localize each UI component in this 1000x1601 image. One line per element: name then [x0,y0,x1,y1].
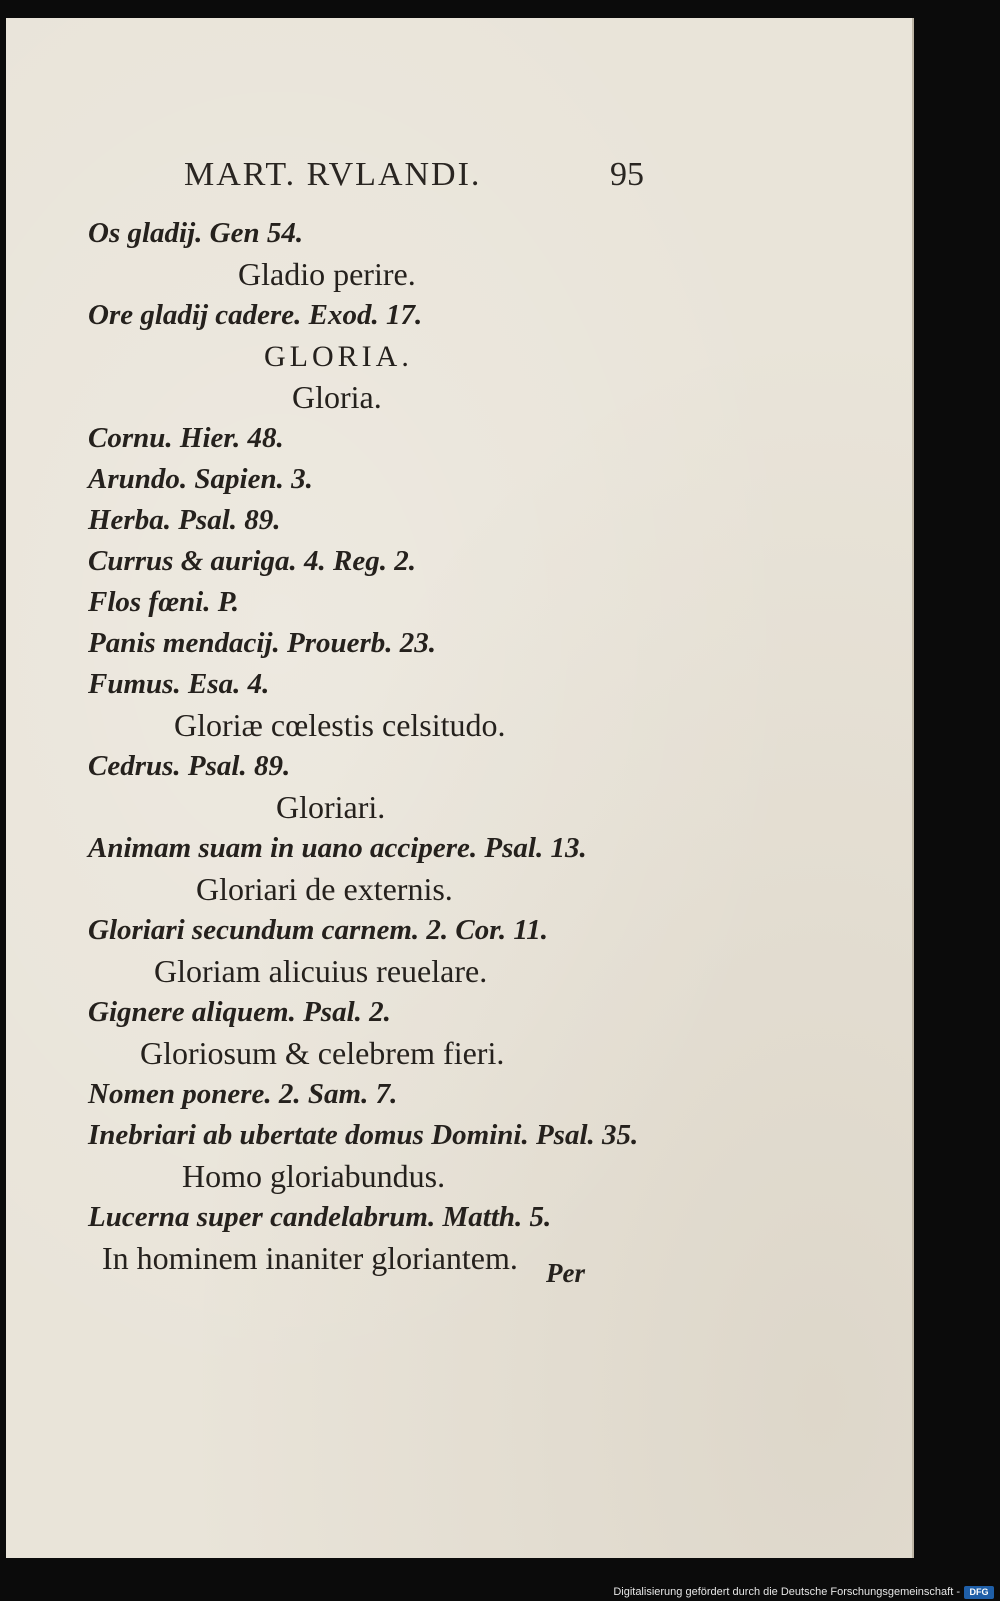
subject-heading: Gloriosum & celebrem fieri. [140,1035,505,1071]
reference-line: Cedrus. Psal. 89. [88,750,291,782]
subject-heading: Gladio perire. [238,256,416,292]
reference-line: Flos fœni. P. [88,586,239,618]
reference-line: Arundo. Sapien. 3. [88,463,313,495]
reference-line: Cornu. Hier. 48. [88,422,284,454]
funding-credit: Digitalisierung gefördert durch die Deutsche Forschungsgemeinschaft - [613,1586,960,1598]
footer-bar [0,1585,1000,1601]
subject-heading: Gloria. [292,379,382,415]
reference-line: Currus & auriga. 4. Reg. 2. [88,545,416,577]
page-number: 95 [610,156,644,193]
subject-heading: Gloriari. [276,789,386,825]
subject-heading: Gloriam alicuius reuelare. [154,953,488,989]
subject-heading: Gloriari de externis. [196,871,453,907]
reference-line: Os gladij. Gen 54. [88,217,304,249]
reference-line: Animam suam in uano accipere. Psal. 13. [88,832,587,864]
dfg-logo-text: DFG [969,1587,989,1597]
reference-line: Herba. Psal. 89. [88,504,281,536]
running-title: MART. RVLANDI. [184,156,482,193]
dfg-logo-icon [964,1586,994,1599]
reference-line: Gignere aliquem. Psal. 2. [88,996,391,1028]
section-heading: GLORIA. [264,340,413,373]
reference-line: Nomen ponere. 2. Sam. 7. [88,1078,398,1110]
reference-line: Gloriari secundum carnem. 2. Cor. 11. [88,914,549,946]
subject-heading: Gloriæ cœlestis celsitudo. [174,707,506,743]
reference-line: Panis mendacij. Prouerb. 23. [88,627,437,659]
subject-heading: Homo gloriabundus. [182,1158,446,1194]
subject-heading: In hominem inaniter gloriantem. [102,1240,518,1276]
page-header [184,156,644,200]
reference-line: Fumus. Esa. 4. [88,668,270,700]
reference-line: Ore gladij cadere. Exod. 17. [88,299,423,331]
book-page [6,18,914,1558]
reference-line: Lucerna super candelabrum. Matth. 5. [88,1201,552,1233]
catchword: Per [546,1258,585,1288]
entry-list [88,213,788,1279]
reference-line: Inebriari ab ubertate domus Domini. Psal. 35. [88,1119,639,1151]
